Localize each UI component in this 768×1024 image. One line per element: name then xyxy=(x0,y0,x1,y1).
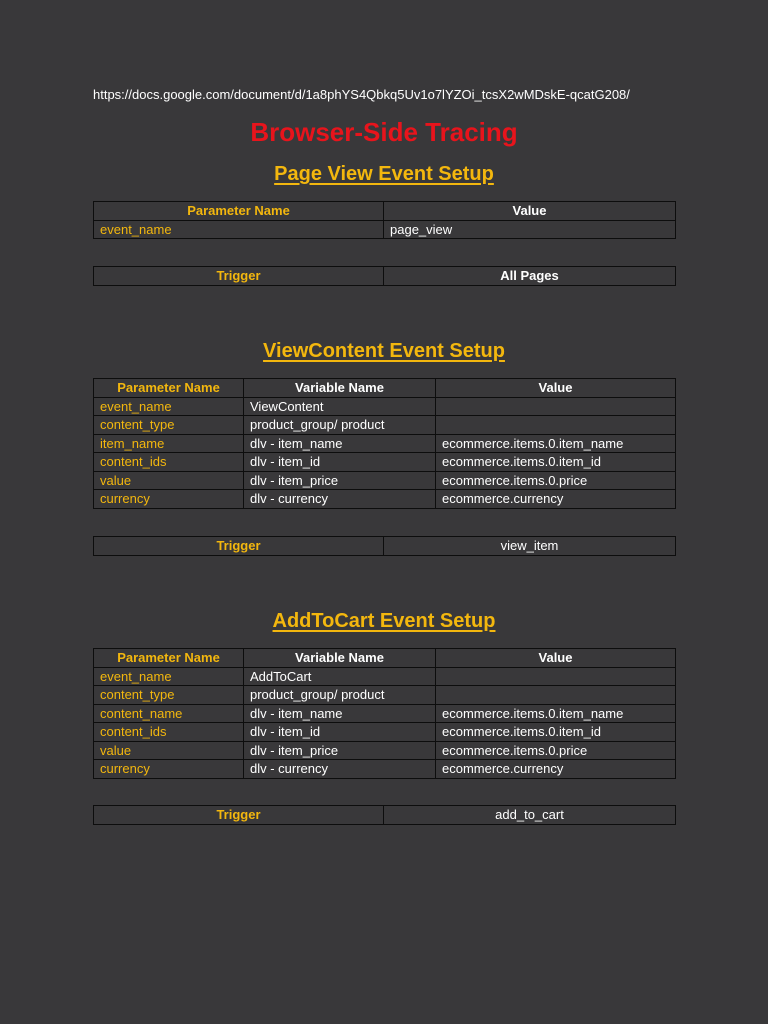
header-parameter-name: Parameter Name xyxy=(94,649,244,668)
page-view-heading: Page View Event Setup xyxy=(274,163,494,185)
table-row xyxy=(94,667,676,686)
value-cell xyxy=(436,686,676,705)
value-cell: ecommerce.items.0.price xyxy=(436,471,676,490)
trigger-row xyxy=(94,267,676,286)
document-url[interactable]: https://docs.google.com/document/d/1a8phYS4Qbkq5Uv1o7lYZOi_tcsX2wMDskE-qcatG208/ xyxy=(93,87,630,102)
trigger-value: All Pages xyxy=(384,267,676,286)
variable-cell: ViewContent xyxy=(244,397,436,416)
variable-cell: dlv - item_name xyxy=(244,704,436,723)
table-row xyxy=(94,434,676,453)
param-cell: content_ids xyxy=(94,723,244,742)
trigger-label: Trigger xyxy=(94,806,384,825)
table-row xyxy=(94,686,676,705)
param-cell: event_name xyxy=(94,220,384,239)
table-row xyxy=(94,704,676,723)
header-parameter-name: Parameter Name xyxy=(94,379,244,398)
value-cell xyxy=(436,667,676,686)
table-row xyxy=(94,490,676,509)
value-cell: page_view xyxy=(384,220,676,239)
param-cell: content_type xyxy=(94,686,244,705)
param-cell: content_type xyxy=(94,416,244,435)
add-to-cart-heading: AddToCart Event Setup xyxy=(272,610,496,632)
trigger-label: Trigger xyxy=(94,537,384,556)
value-cell xyxy=(436,416,676,435)
variable-cell: dlv - item_name xyxy=(244,434,436,453)
variable-cell: product_group/ product xyxy=(244,416,436,435)
variable-cell: dlv - currency xyxy=(244,760,436,779)
value-cell: ecommerce.items.0.item_name xyxy=(436,434,676,453)
value-cell: ecommerce.items.0.price xyxy=(436,741,676,760)
view-content-table xyxy=(93,378,676,509)
value-cell: ecommerce.items.0.item_id xyxy=(436,723,676,742)
table-row xyxy=(94,453,676,472)
table-row xyxy=(94,471,676,490)
header-variable-name: Variable Name xyxy=(244,649,436,668)
variable-cell: dlv - item_price xyxy=(244,471,436,490)
table-header-row xyxy=(94,379,676,398)
value-cell: ecommerce.items.0.item_name xyxy=(436,704,676,723)
variable-cell: dlv - currency xyxy=(244,490,436,509)
variable-cell: dlv - item_price xyxy=(244,741,436,760)
header-variable-name: Variable Name xyxy=(244,379,436,398)
param-cell: event_name xyxy=(94,667,244,686)
header-value: Value xyxy=(436,379,676,398)
table-row xyxy=(94,723,676,742)
param-cell: item_name xyxy=(94,434,244,453)
param-cell: event_name xyxy=(94,397,244,416)
table-row xyxy=(94,416,676,435)
trigger-row xyxy=(94,806,676,825)
table-row xyxy=(94,760,676,779)
table-header-row xyxy=(94,649,676,668)
param-cell: currency xyxy=(94,760,244,779)
variable-cell: dlv - item_id xyxy=(244,723,436,742)
trigger-value: view_item xyxy=(384,537,676,556)
header-value: Value xyxy=(384,202,676,221)
trigger-label: Trigger xyxy=(94,267,384,286)
table-row xyxy=(94,741,676,760)
page-view-table xyxy=(93,201,676,239)
param-cell: value xyxy=(94,741,244,760)
variable-cell: dlv - item_id xyxy=(244,453,436,472)
value-cell: ecommerce.items.0.item_id xyxy=(436,453,676,472)
value-cell: ecommerce.currency xyxy=(436,490,676,509)
page-view-trigger-table xyxy=(93,266,676,286)
table-row xyxy=(94,220,676,239)
trigger-row xyxy=(94,537,676,556)
header-value: Value xyxy=(436,649,676,668)
param-cell: currency xyxy=(94,490,244,509)
trigger-value: add_to_cart xyxy=(384,806,676,825)
add-to-cart-trigger-table xyxy=(93,805,676,825)
variable-cell: AddToCart xyxy=(244,667,436,686)
param-cell: content_name xyxy=(94,704,244,723)
value-cell: ecommerce.currency xyxy=(436,760,676,779)
variable-cell: product_group/ product xyxy=(244,686,436,705)
table-row xyxy=(94,397,676,416)
view-content-trigger-table xyxy=(93,536,676,556)
view-content-heading: ViewContent Event Setup xyxy=(263,340,505,362)
header-parameter-name: Parameter Name xyxy=(94,202,384,221)
document-title: Browser-Side Tracing xyxy=(250,117,518,147)
value-cell xyxy=(436,397,676,416)
param-cell: value xyxy=(94,471,244,490)
table-header-row xyxy=(94,202,676,221)
param-cell: content_ids xyxy=(94,453,244,472)
add-to-cart-table xyxy=(93,648,676,779)
